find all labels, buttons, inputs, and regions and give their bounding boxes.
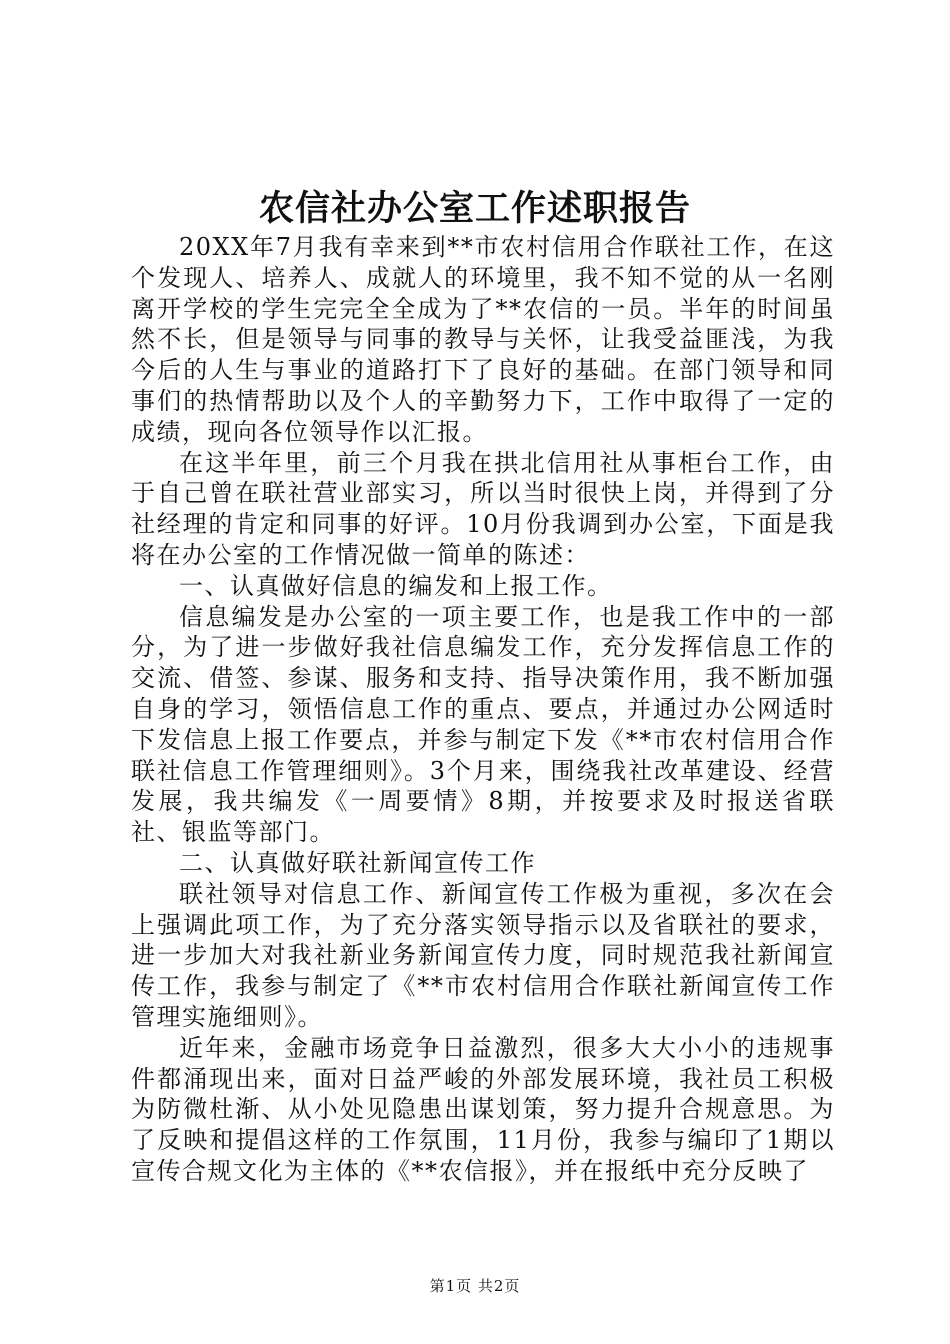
document-title: 农信社办公室工作述职报告 [258, 188, 691, 229]
paragraph-compliance: 近年来，金融市场竞争日益激烈，很多大大小小的违规事件都涌现出来，面对日益严峻的外部发展环境，我社员工积极为防微杜渐、从小处见隐患出谋划策，努力提升合规意思。为了反映和提倡这样的工作氛围，11月份，我参与编印了1期以宣传合规文化为主体的《**农信报》，并在报纸中充分反映了 [131, 1033, 835, 1185]
paragraph-info-editing: 信息编发是办公室的一项主要工作，也是我工作中的一部分，为了进一步做好我社信息编发工作，充分发挥信息工作的交流、借签、参谋、服务和支持、指导决策作用，我不断加强自身的学习，领悟信息工作的重点、要点，并通过办公网适时下发信息上报工作要点，并参与制定下发《**市农村信用合作联社信息工作管理细则》。3个月来，围绕我社改革建设、经营发展，我共编发《一周要情》8期，并按要求及时报送省联社、银监等部门。 [131, 602, 835, 847]
document-body [131, 232, 835, 1187]
section-heading-1: 一、认真做好信息的编发和上报工作。 [179, 571, 613, 600]
page-footer: 第1页 共2页 [429, 1277, 521, 1295]
paragraph-intro: 20XX年7月我有幸来到**市农村信用合作联社工作，在这个发现人、培养人、成就人的环境里，我不知不觉的从一名刚离开学校的学生完完全全成为了**农信的一员。半年的时间虽然不长，但是领导与同事的教导与关怀，让我受益匪浅，为我今后的人生与事业的道路打下了良好的基础。在部门领导和同事们的热情帮助以及个人的辛勤努力下，工作中取得了一定的成绩，现向各位领导作以汇报。 [131, 233, 835, 446]
paragraph-half-year: 在这半年里，前三个月我在拱北信用社从事柜台工作，由于自己曾在联社营业部实习，所以当时很快上岗，并得到了分社经理的肯定和同事的好评。10月份我调到办公室，下面是我将在办公室的工作情况做一简单的陈述： [131, 448, 835, 569]
paragraph-news-publicity: 联社领导对信息工作、新闻宣传工作极为重视，多次在会上强调此项工作，为了充分落实领导指示以及省联社的要求，进一步加大对我社新业务新闻宣传力度，同时规范我社新闻宣传工作，我参与制定了《**市农村信用合作联社新闻宣传工作管理实施细则》。 [131, 879, 835, 1031]
section-heading-2: 二、认真做好联社新闻宣传工作 [179, 848, 536, 877]
